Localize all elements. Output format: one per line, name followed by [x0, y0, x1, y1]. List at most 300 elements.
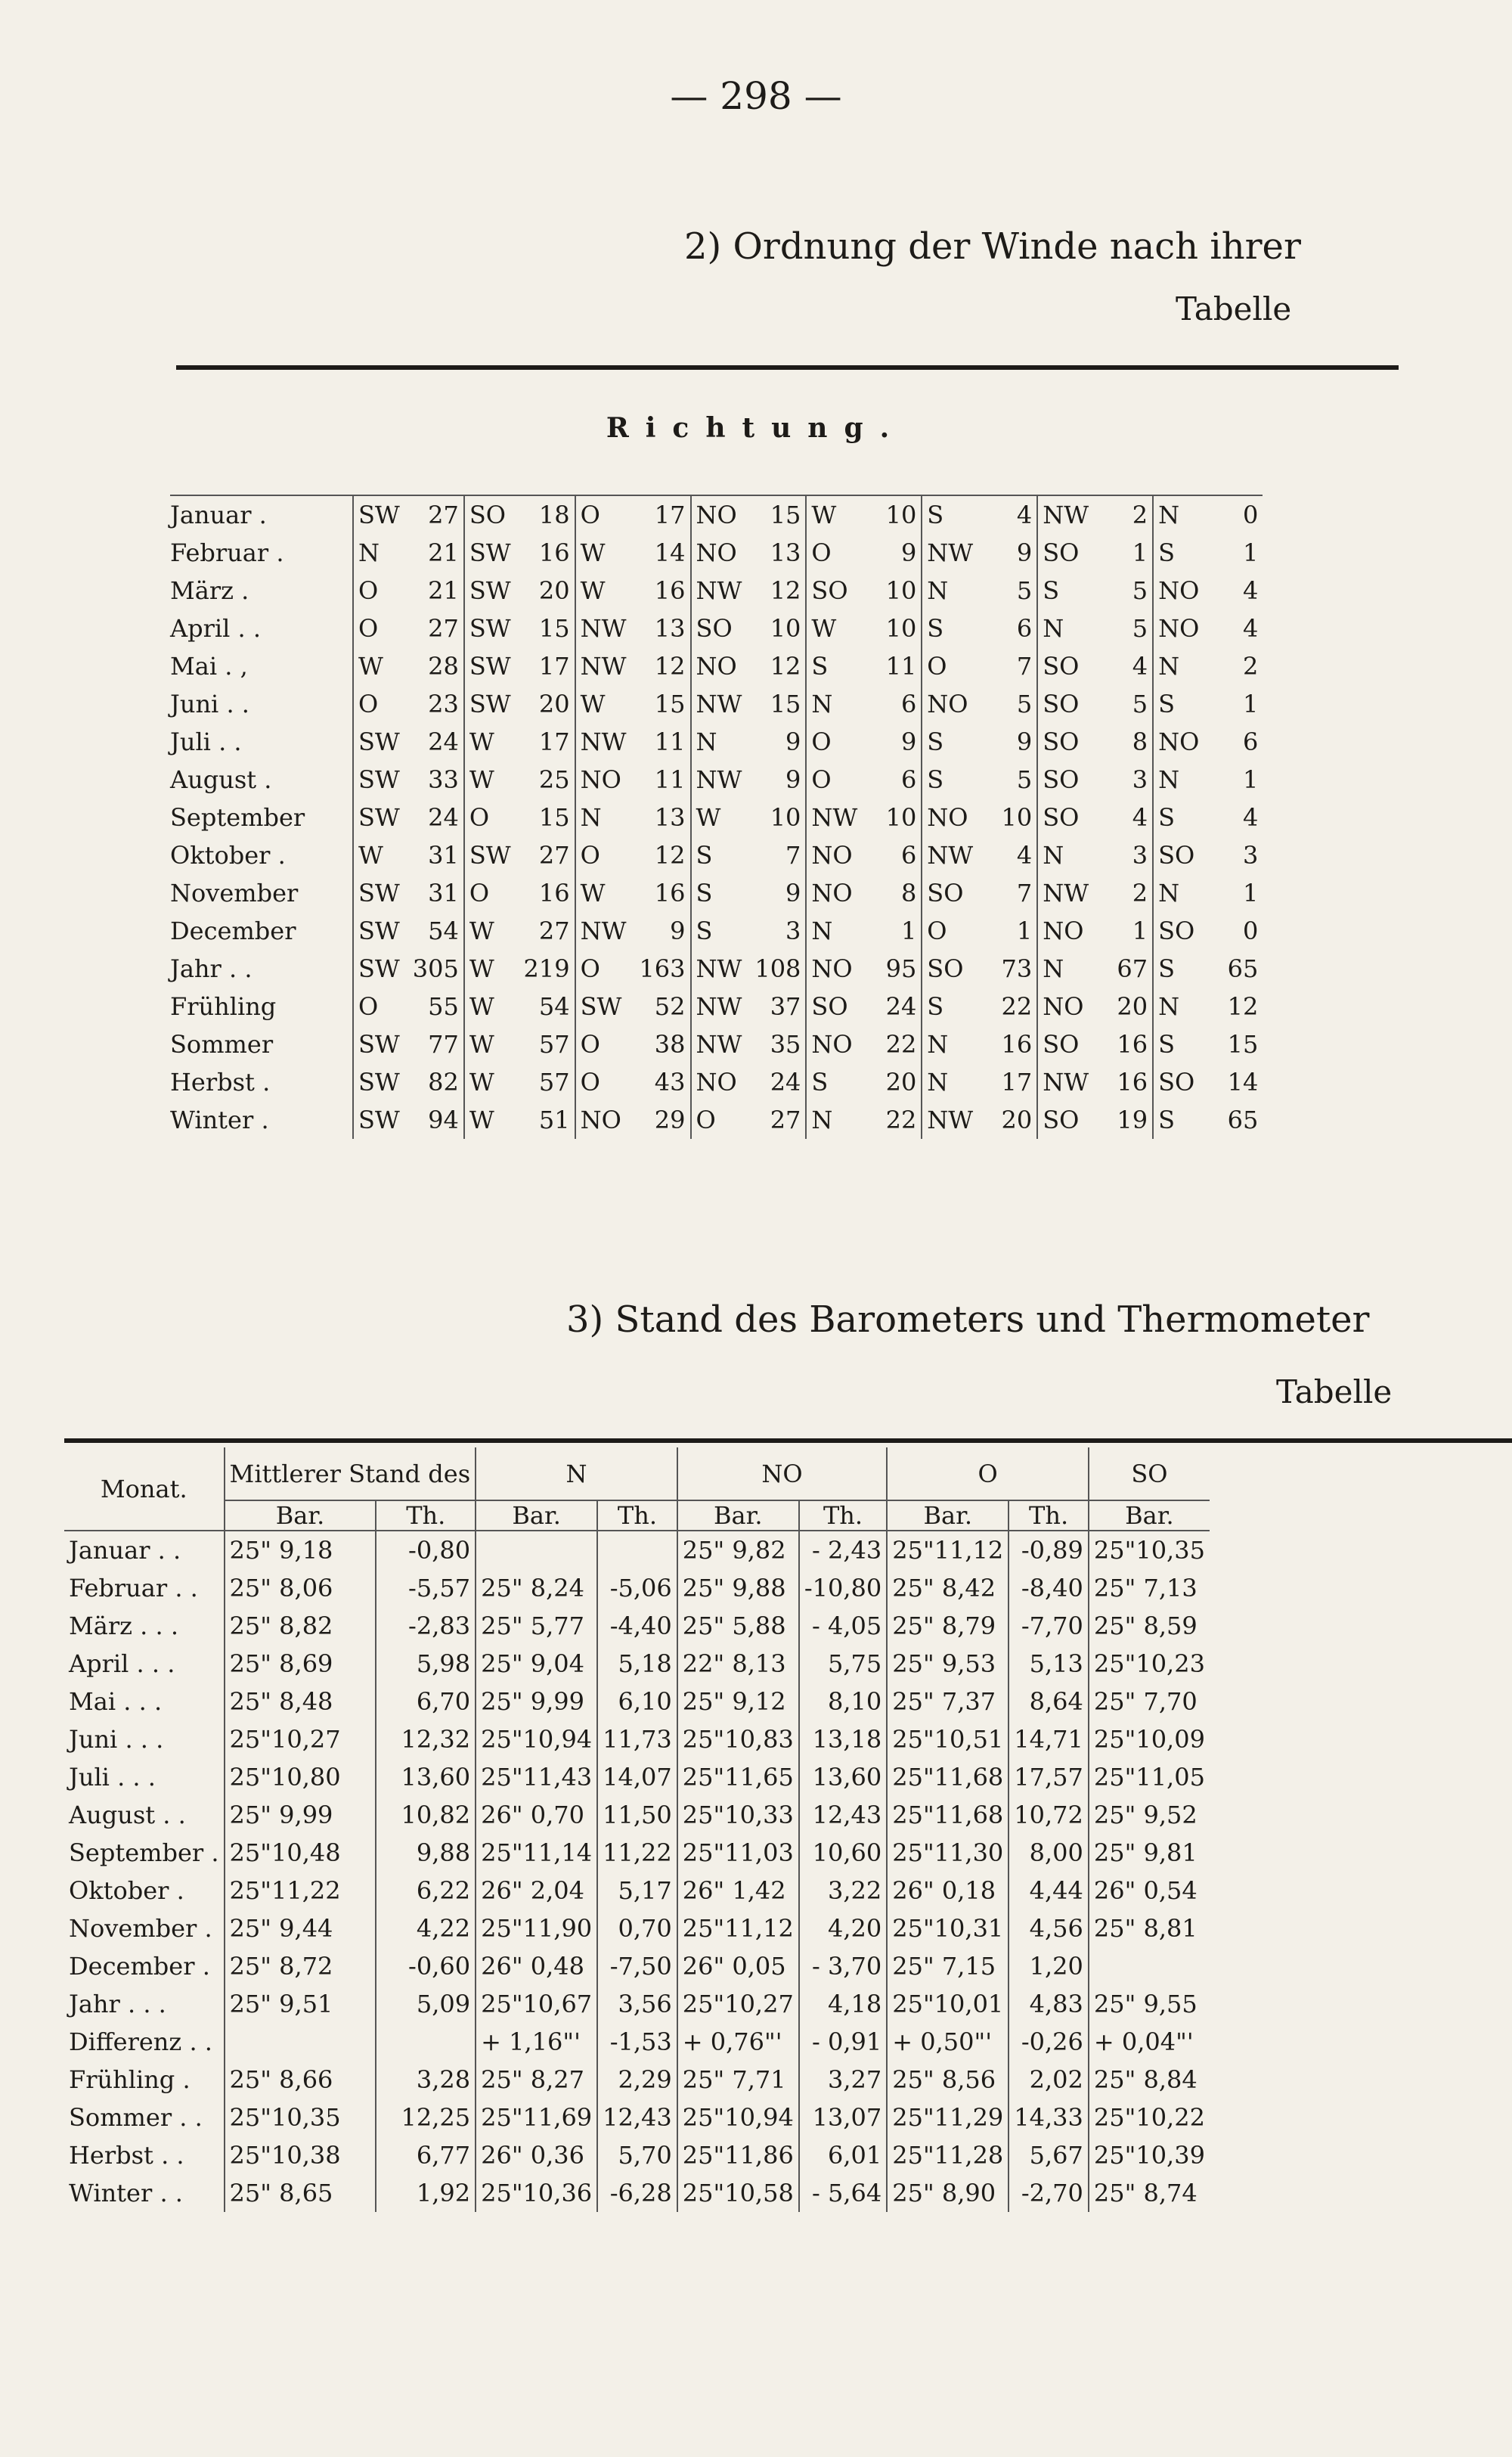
wind-count: 4	[1242, 803, 1259, 832]
barometer-value: 25" 5,88	[677, 1607, 799, 1645]
barometer-value: 25"11,05	[1089, 1758, 1210, 1796]
barometer-value: 25"10,09	[1089, 1720, 1210, 1758]
barometer-value: 25"10,27	[677, 1985, 799, 2023]
wind-direction: N	[1153, 874, 1204, 912]
wind-count: 20	[885, 1068, 917, 1097]
wind-direction: NO	[691, 647, 747, 685]
thermometer-value: -6,28	[597, 2174, 677, 2212]
thermometer-value: 4,22	[376, 1909, 476, 1947]
barometer-value: 25" 9,88	[677, 1569, 799, 1607]
barometer-value: 26" 0,48	[476, 1947, 597, 1985]
baro-row	[64, 1531, 1210, 1569]
wind-direction: N	[1037, 836, 1093, 874]
wind-count: 16	[654, 576, 686, 605]
wind-count: 94	[428, 1106, 459, 1134]
barometer-value: 25" 9,04	[476, 1645, 597, 1683]
wind-direction: SW	[353, 950, 404, 988]
wind-month: März .	[170, 576, 249, 605]
wind-month: Juni . .	[170, 690, 249, 718]
header-so: SO	[1089, 1447, 1210, 1500]
wind-direction: S	[806, 647, 862, 685]
barometer-value: 25"11,12	[887, 1531, 1009, 1569]
wind-direction: NO	[922, 799, 978, 836]
barometer-value: 25"10,31	[887, 1909, 1009, 1947]
wind-count: 24	[428, 727, 459, 756]
wind-direction: SW	[353, 723, 404, 761]
thermometer-value: 11,50	[597, 1796, 677, 1834]
wind-direction: SW	[464, 572, 516, 610]
baro-row	[64, 1796, 1210, 1834]
thermometer-value: -2,70	[1009, 2174, 1089, 2212]
thermometer-value: 4,56	[1009, 1909, 1089, 1947]
wind-direction: S	[1153, 685, 1204, 723]
thermometer-value: 5,09	[376, 1985, 476, 2023]
wind-direction: O	[353, 988, 404, 1025]
barometer-value: 25"10,94	[677, 2099, 799, 2136]
thermometer-value: -0,60	[376, 1947, 476, 1985]
wind-count: 4	[1242, 614, 1259, 643]
barometer-value: 25"11,30	[887, 1834, 1009, 1872]
wind-count: 16	[1001, 1030, 1033, 1059]
barometer-value: 25"10,58	[677, 2174, 799, 2212]
thermometer-value: -10,80	[799, 1569, 887, 1607]
wind-direction: SW	[464, 685, 516, 723]
wind-direction: N	[1153, 495, 1204, 534]
wind-direction: SW	[353, 799, 404, 836]
wind-count: 9	[1016, 727, 1033, 756]
header-th: Th.	[376, 1500, 476, 1531]
wind-count: 163	[639, 954, 686, 983]
wind-direction: SW	[575, 988, 631, 1025]
wind-direction: W	[575, 874, 631, 912]
thermometer-value: 10,82	[376, 1796, 476, 1834]
wind-month: Herbst .	[170, 1068, 271, 1097]
wind-row	[170, 874, 1263, 912]
wind-count: 219	[523, 954, 570, 983]
wind-count: 10	[770, 614, 801, 643]
baro-month: April . . .	[69, 1649, 175, 1678]
wind-count: 29	[654, 1106, 686, 1134]
wind-direction: O	[353, 610, 404, 647]
thermometer-value: 6,77	[376, 2136, 476, 2174]
wind-direction: O	[922, 912, 978, 950]
wind-direction: W	[464, 1063, 516, 1101]
barometer-value: 26" 0,70	[476, 1796, 597, 1834]
wind-count: 15	[538, 803, 570, 832]
wind-direction: S	[1153, 1025, 1204, 1063]
thermometer-value: 5,75	[799, 1645, 887, 1683]
barometer-value: 26" 0,36	[476, 2136, 597, 2174]
wind-count: 4	[1132, 803, 1148, 832]
wind-count: 0	[1204, 495, 1263, 534]
wind-count: 9	[785, 765, 801, 794]
thermometer-value: 10,60	[799, 1834, 887, 1872]
barometer-value: 25"10,35	[1089, 1531, 1210, 1569]
wind-direction: SW	[353, 495, 404, 534]
baro-month: Februar . .	[69, 1574, 198, 1602]
wind-direction: O	[806, 761, 862, 799]
wind-direction: W	[464, 723, 516, 761]
wind-direction: O	[575, 950, 631, 988]
wind-count: 14	[654, 538, 686, 567]
wind-count: 9	[785, 727, 801, 756]
wind-count: 9	[900, 538, 917, 567]
wind-direction: N	[806, 912, 862, 950]
wind-direction: N	[922, 572, 978, 610]
wind-count: 7	[1016, 652, 1033, 681]
wind-count: 10	[862, 495, 922, 534]
wind-count: 23	[428, 690, 459, 718]
baro-row	[64, 2023, 1210, 2061]
wind-direction: SW	[353, 761, 404, 799]
thermometer-value: -0,89	[1009, 1531, 1089, 1569]
barometer-value: 25"11,03	[677, 1834, 799, 1872]
barometer-value: 25"11,14	[476, 1834, 597, 1872]
wind-month: Frühling	[170, 992, 277, 1021]
baro-row	[64, 1947, 1210, 1985]
wind-direction: SO	[806, 572, 862, 610]
thermometer-value: 4,18	[799, 1985, 887, 2023]
wind-count: 1	[1132, 917, 1148, 945]
barometer-value: 25" 8,90	[887, 2174, 1009, 2212]
wind-direction: O	[922, 647, 978, 685]
wind-direction: NW	[575, 912, 631, 950]
wind-count: 108	[754, 954, 801, 983]
wind-direction: NW	[1037, 1063, 1093, 1101]
wind-row	[170, 495, 1263, 534]
thermometer-value: 5,67	[1009, 2136, 1089, 2174]
barometer-value: 25" 8,42	[887, 1569, 1009, 1607]
wind-count: 57	[538, 1030, 570, 1059]
barometer-value: 25" 8,66	[225, 2061, 376, 2099]
wind-direction: NW	[575, 610, 631, 647]
wind-row	[170, 610, 1263, 647]
wind-direction: SW	[464, 836, 516, 874]
wind-count: 37	[770, 992, 801, 1021]
wind-count: 15	[770, 690, 801, 718]
wind-count: 16	[1117, 1068, 1148, 1097]
thermometer-value: - 4,05	[799, 1607, 887, 1645]
thermometer-value: -1,53	[597, 2023, 677, 2061]
wind-count: 38	[654, 1030, 686, 1059]
wind-count: 2	[1242, 652, 1259, 681]
thermometer-value: -7,50	[597, 1947, 677, 1985]
wind-direction: NO	[1153, 610, 1204, 647]
wind-count: 17	[538, 727, 570, 756]
wind-direction-table	[170, 495, 1263, 1139]
header-bar: Bar.	[476, 1500, 597, 1531]
wind-direction: W	[353, 647, 404, 685]
wind-direction: NO	[806, 874, 862, 912]
thermometer-value: 0,70	[597, 1909, 677, 1947]
wind-month: Juli . .	[170, 727, 242, 756]
wind-direction: N	[806, 1101, 862, 1139]
divider-rule	[64, 1438, 1512, 1443]
wind-count: 3	[785, 917, 801, 945]
wind-count: 5	[1016, 576, 1033, 605]
wind-direction: S	[1153, 534, 1204, 572]
barometer-value: 26" 0,05	[677, 1947, 799, 1985]
wind-direction: NO	[575, 761, 631, 799]
wind-direction: N	[575, 799, 631, 836]
wind-direction: SW	[353, 1101, 404, 1139]
barometer-value: 25"10,80	[225, 1758, 376, 1796]
barometer-value: 25" 7,37	[887, 1683, 1009, 1720]
wind-count: 19	[1117, 1106, 1148, 1134]
barometer-value: 25" 9,55	[1089, 1985, 1210, 2023]
thermometer-value: 12,43	[597, 2099, 677, 2136]
wind-count: 6	[1016, 614, 1033, 643]
wind-count: 4	[1016, 841, 1033, 870]
wind-direction: SW	[353, 1063, 404, 1101]
wind-row	[170, 534, 1263, 572]
wind-direction: SW	[464, 647, 516, 685]
barometer-value: 25" 8,56	[887, 2061, 1009, 2099]
wind-count: 9	[670, 917, 686, 945]
wind-count: 22	[885, 1030, 917, 1059]
baro-month: Frühling .	[69, 2065, 191, 2094]
wind-direction: O	[575, 1063, 631, 1101]
wind-direction: W	[464, 761, 516, 799]
wind-direction: NW	[806, 799, 862, 836]
wind-count: 2	[1093, 495, 1153, 534]
thermometer-value: 4,44	[1009, 1872, 1089, 1909]
barometer-value: 25"10,22	[1089, 2099, 1210, 2136]
wind-direction: O	[575, 836, 631, 874]
barometer-value: 26" 2,04	[476, 1872, 597, 1909]
barometer-value: 25" 7,13	[1089, 1569, 1210, 1607]
wind-direction: S	[691, 836, 747, 874]
wind-row	[170, 647, 1263, 685]
wind-count: 1	[1242, 538, 1259, 567]
thermometer-value: 5,98	[376, 1645, 476, 1683]
wind-count: 21	[428, 538, 459, 567]
wind-direction: SO	[1037, 723, 1093, 761]
barometer-value: 25" 8,72	[225, 1947, 376, 1985]
barometer-thermometer-table	[64, 1447, 1210, 2212]
wind-count: 5	[1132, 576, 1148, 605]
thermometer-value: 5,70	[597, 2136, 677, 2174]
wind-count: 73	[1001, 954, 1033, 983]
wind-direction: S	[806, 1063, 862, 1101]
wind-count: 0	[1242, 917, 1259, 945]
thermometer-value: 9,88	[376, 1834, 476, 1872]
wind-count: 24	[770, 1068, 801, 1097]
header-bar: Bar.	[1089, 1500, 1210, 1531]
barometer-value: 25" 9,53	[887, 1645, 1009, 1683]
baro-row	[64, 1607, 1210, 1645]
wind-direction: S	[922, 988, 978, 1025]
wind-count: 7	[1016, 879, 1033, 907]
wind-count: 5	[1016, 765, 1033, 794]
header-no: NO	[677, 1447, 887, 1500]
wind-direction: SO	[1153, 912, 1204, 950]
wind-count: 28	[428, 652, 459, 681]
wind-count: 1	[1242, 765, 1259, 794]
wind-count: 15	[654, 690, 686, 718]
barometer-value	[225, 2023, 376, 2061]
wind-count: 17	[538, 652, 570, 681]
thermometer-value: 4,20	[799, 1909, 887, 1947]
barometer-value: + 1,16"'	[476, 2023, 597, 2061]
thermometer-value: 12,43	[799, 1796, 887, 1834]
wind-count: 4	[978, 495, 1037, 534]
wind-month: Winter .	[170, 1106, 269, 1134]
wind-direction: N	[922, 1063, 978, 1101]
barometer-value: 25" 9,82	[677, 1531, 799, 1569]
baro-month: Winter . .	[69, 2179, 183, 2207]
thermometer-value: - 5,64	[799, 2174, 887, 2212]
wind-count: 6	[900, 690, 917, 718]
wind-row	[170, 761, 1263, 799]
wind-count: 57	[538, 1068, 570, 1097]
baro-month: Juni . . .	[69, 1725, 164, 1754]
thermometer-value: 5,18	[597, 1645, 677, 1683]
thermometer-value: 13,60	[376, 1758, 476, 1796]
wind-direction: SW	[353, 874, 404, 912]
wind-direction: NW	[691, 685, 747, 723]
wind-count: 7	[785, 841, 801, 870]
thermometer-value: 13,60	[799, 1758, 887, 1796]
barometer-value	[1089, 1947, 1210, 1985]
barometer-value: 25"10,67	[476, 1985, 597, 2023]
thermometer-value: 8,00	[1009, 1834, 1089, 1872]
thermometer-value: 14,07	[597, 1758, 677, 1796]
barometer-value: 25" 8,59	[1089, 1607, 1210, 1645]
wind-direction: NW	[1037, 495, 1093, 534]
wind-count: 18	[516, 495, 575, 534]
wind-direction: NO	[1153, 723, 1204, 761]
wind-direction: N	[353, 534, 404, 572]
barometer-value: + 0,76"'	[677, 2023, 799, 2061]
wind-direction: N	[1153, 761, 1204, 799]
wind-count: 9	[1016, 538, 1033, 567]
wind-count: 16	[538, 879, 570, 907]
thermometer-value: 8,64	[1009, 1683, 1089, 1720]
thermometer-value: 6,01	[799, 2136, 887, 2174]
wind-count: 5	[1132, 614, 1148, 643]
wind-direction: SO	[1037, 685, 1093, 723]
wind-direction: SO	[1037, 761, 1093, 799]
barometer-value: + 0,04"'	[1089, 2023, 1210, 2061]
wind-direction: N	[922, 1025, 978, 1063]
wind-count: 33	[428, 765, 459, 794]
baro-month: August . .	[69, 1801, 186, 1829]
wind-direction: N	[691, 723, 747, 761]
wind-count: 8	[900, 879, 917, 907]
barometer-value: 25"10,51	[887, 1720, 1009, 1758]
wind-count: 20	[538, 690, 570, 718]
wind-count: 4	[1242, 576, 1259, 605]
barometer-value: 25"11,68	[887, 1758, 1009, 1796]
wind-direction: NW	[691, 761, 747, 799]
barometer-value: 25"11,22	[225, 1872, 376, 1909]
barometer-value: 25"10,39	[1089, 2136, 1210, 2174]
wind-count: 20	[538, 576, 570, 605]
wind-direction: SO	[1153, 836, 1204, 874]
wind-direction: NW	[691, 572, 747, 610]
barometer-value: 25" 9,99	[225, 1796, 376, 1834]
thermometer-value: 17,57	[1009, 1758, 1089, 1796]
wind-direction: W	[464, 912, 516, 950]
wind-direction: W	[464, 988, 516, 1025]
wind-count: 17	[631, 495, 691, 534]
wind-row	[170, 950, 1263, 988]
wind-direction: O	[575, 1025, 631, 1063]
wind-count: 67	[1117, 954, 1148, 983]
header-n: N	[476, 1447, 677, 1500]
barometer-value: 25" 8,48	[225, 1683, 376, 1720]
thermometer-value: -8,40	[1009, 1569, 1089, 1607]
wind-direction: W	[464, 1101, 516, 1139]
wind-count: 1	[1016, 917, 1033, 945]
barometer-value: 25"10,35	[225, 2099, 376, 2136]
wind-row	[170, 988, 1263, 1025]
wind-row	[170, 1101, 1263, 1139]
wind-direction: S	[691, 912, 747, 950]
wind-count: 12	[654, 652, 686, 681]
wind-count: 11	[654, 727, 686, 756]
wind-direction: NO	[806, 1025, 862, 1063]
wind-row	[170, 723, 1263, 761]
barometer-value: 25"11,69	[476, 2099, 597, 2136]
wind-month: Sommer	[170, 1030, 274, 1059]
barometer-value: 25" 7,71	[677, 2061, 799, 2099]
thermometer-value: -2,83	[376, 1607, 476, 1645]
wind-direction: S	[1153, 1101, 1204, 1139]
wind-count: 6	[900, 765, 917, 794]
wind-count: 9	[785, 879, 801, 907]
wind-count: 12	[654, 841, 686, 870]
wind-direction: O	[464, 799, 516, 836]
wind-direction: NO	[1153, 572, 1204, 610]
thermometer-value: 4,83	[1009, 1985, 1089, 2023]
thermometer-value: 6,22	[376, 1872, 476, 1909]
barometer-value: 25" 8,81	[1089, 1909, 1210, 1947]
section-3-table-label: Tabelle	[1276, 1373, 1393, 1410]
barometer-value: 25" 8,69	[225, 1645, 376, 1683]
wind-direction: NO	[1037, 988, 1093, 1025]
wind-count: 31	[428, 841, 459, 870]
baro-month: Mai . . .	[69, 1687, 163, 1716]
barometer-value: 26" 1,42	[677, 1872, 799, 1909]
wind-count: 10	[1001, 803, 1033, 832]
wind-count: 14	[1227, 1068, 1259, 1097]
wind-count: 17	[1001, 1068, 1033, 1097]
barometer-value: 25"10,27	[225, 1720, 376, 1758]
wind-direction: W	[353, 836, 404, 874]
thermometer-value: 2,29	[597, 2061, 677, 2099]
baro-month: December .	[69, 1952, 210, 1981]
wind-count: 77	[428, 1030, 459, 1059]
wind-direction: NW	[922, 1101, 978, 1139]
wind-count: 13	[654, 803, 686, 832]
wind-count: 25	[538, 765, 570, 794]
barometer-value: 25"10,48	[225, 1834, 376, 1872]
wind-month: September	[170, 803, 305, 832]
section-2-table-label: Tabelle	[1176, 290, 1292, 327]
header-th: Th.	[1009, 1500, 1089, 1531]
wind-month: April . .	[170, 614, 262, 643]
wind-count: 6	[900, 841, 917, 870]
header-th: Th.	[597, 1500, 677, 1531]
baro-row	[64, 2099, 1210, 2136]
thermometer-value: 13,18	[799, 1720, 887, 1758]
wind-count: 16	[538, 538, 570, 567]
wind-count: 54	[538, 992, 570, 1021]
thermometer-value	[597, 1531, 677, 1569]
barometer-value: 25" 9,81	[1089, 1834, 1210, 1872]
